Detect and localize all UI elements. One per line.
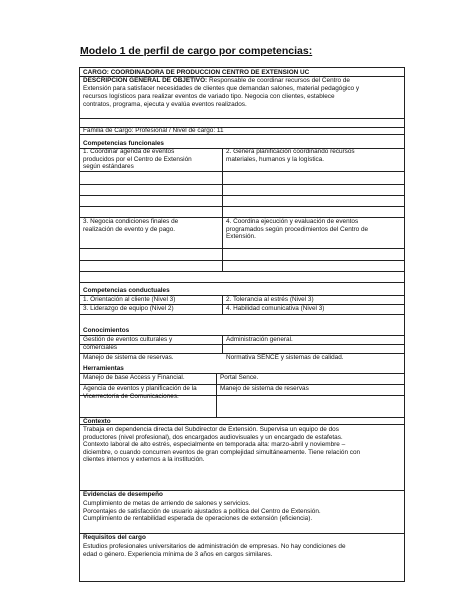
behavioral-competencies-heading: Competencias conductuales <box>83 287 170 294</box>
column-divider <box>222 295 223 314</box>
rule <box>80 314 404 315</box>
behavioral-competency: 4. Habilidad comunicativa (Nivel 3) <box>226 305 325 312</box>
rule <box>80 424 404 425</box>
tool-item: Manejo de base Access y Financial. <box>83 374 185 381</box>
description <box>83 77 350 85</box>
knowledge-item: Administración general. <box>226 336 293 343</box>
rule <box>80 184 404 185</box>
functional-competency-1: 1. Coordinar agenda de eventos producidos por el Centro de Extensión según estándares <box>83 148 192 171</box>
evidence-heading: Evidencias de desempeño <box>83 491 163 498</box>
description-line: recursos logísticos para realizar eventos de variado tipo. Negocia con clientes, establece <box>83 93 335 100</box>
requirements-text: Estudios profesionales universitarios de administración de empresas. No hay condiciones de edad o género. Experiencia mínima de 3 años en cargos similares. <box>83 543 346 558</box>
job-title: CARGO: COORDINADORA DE PRODUCCION CENTRO DE EXTENSION UC <box>83 69 310 76</box>
description-label: DESCRIPCION GENERAL DE OBJETIVO: <box>83 77 208 84</box>
knowledge-heading: Conocimientos <box>83 327 130 334</box>
evidence-text: Cumplimiento de metas de arriendo de salones y servicios. Porcentajes de satisfacción de usuario ajustados a política del Centro de Extensión. Cumplimiento de rentabilidad esperada de operaciones de extensión (eficiencia). <box>83 500 321 523</box>
tool-item: Agencia de eventos y planificación de la Vicerrectoría de Comunicaciones. <box>83 385 197 400</box>
knowledge-item: Normativa SENCE y sistemas de calidad. <box>226 354 344 361</box>
knowledge-item: Manejo de sistema de reservas. <box>83 354 174 361</box>
tool-item: Manejo de sistema de reservas <box>220 385 309 392</box>
job-family: Familia de Cargo: Profesional / Nivel de cargo: 11 <box>83 127 224 134</box>
context-heading: Contexto <box>83 418 111 425</box>
functional-competency-2: 2. Genera planificación coordinando recursos materiales, humanos y la logística. <box>226 148 355 163</box>
job-profile-table <box>79 67 405 582</box>
functional-competency-4: 4. Coordina ejecución y evaluación de eventos programados según procedimientos del Centro de Extensión. <box>226 218 369 241</box>
rule <box>80 260 404 261</box>
context-text: Trabaja en dependencia directa del Subdirector de Extensión. Supervisa un equipo de dos productores (nivel profesional), dos encargados audiovisuales y un encargado de estafetas. Contexto laboral de alto estrés, especialmente en temporada alta: marzo-abril y noviembre – diciembre, o cuando concurren eventos de gran complejidad simultáneamente. Tiene relación con clientes internos y externos a la institución. <box>83 426 361 464</box>
behavioral-competency: 1. Orientación al cliente (Nivel 3) <box>83 296 176 303</box>
column-divider <box>222 335 223 353</box>
requirements-heading: Requisitos del cargo <box>83 534 146 541</box>
tool-item: Portal Sence. <box>220 374 259 381</box>
rule <box>80 282 404 283</box>
rule <box>80 118 404 119</box>
description-line: Extensión para satisfacer necesidades de clientes que demandan salones, material pedagógico y <box>83 85 360 92</box>
page-title: Modelo 1 de perfil de cargo por competencias: <box>80 45 313 57</box>
column-divider <box>222 217 223 271</box>
rule <box>80 206 404 207</box>
rule <box>80 248 404 249</box>
behavioral-competency: 3. Liderazgo de equipo (Nivel 2) <box>83 305 174 312</box>
column-divider <box>222 148 223 217</box>
column-divider <box>216 373 217 417</box>
functional-competency-3: 3. Negocia condiciones finales de realización de evento y de pago. <box>83 218 179 233</box>
behavioral-competency: 2. Tolerancia al estrés (Nivel 3) <box>226 296 314 303</box>
rule <box>80 417 404 418</box>
knowledge-item: Gestión de eventos culturales y comerciales <box>83 336 173 351</box>
rule <box>80 195 404 196</box>
description-line: Responsable de coordinar recursos del Centro de <box>208 77 350 84</box>
description-line: contratos, programa, ejecuta y evalúa eventos realizados. <box>83 101 247 108</box>
rule <box>80 271 404 272</box>
rule <box>80 171 404 172</box>
tools-heading: Herramientas <box>83 365 124 372</box>
functional-competencies-heading: Competencias funcionales <box>83 140 164 147</box>
